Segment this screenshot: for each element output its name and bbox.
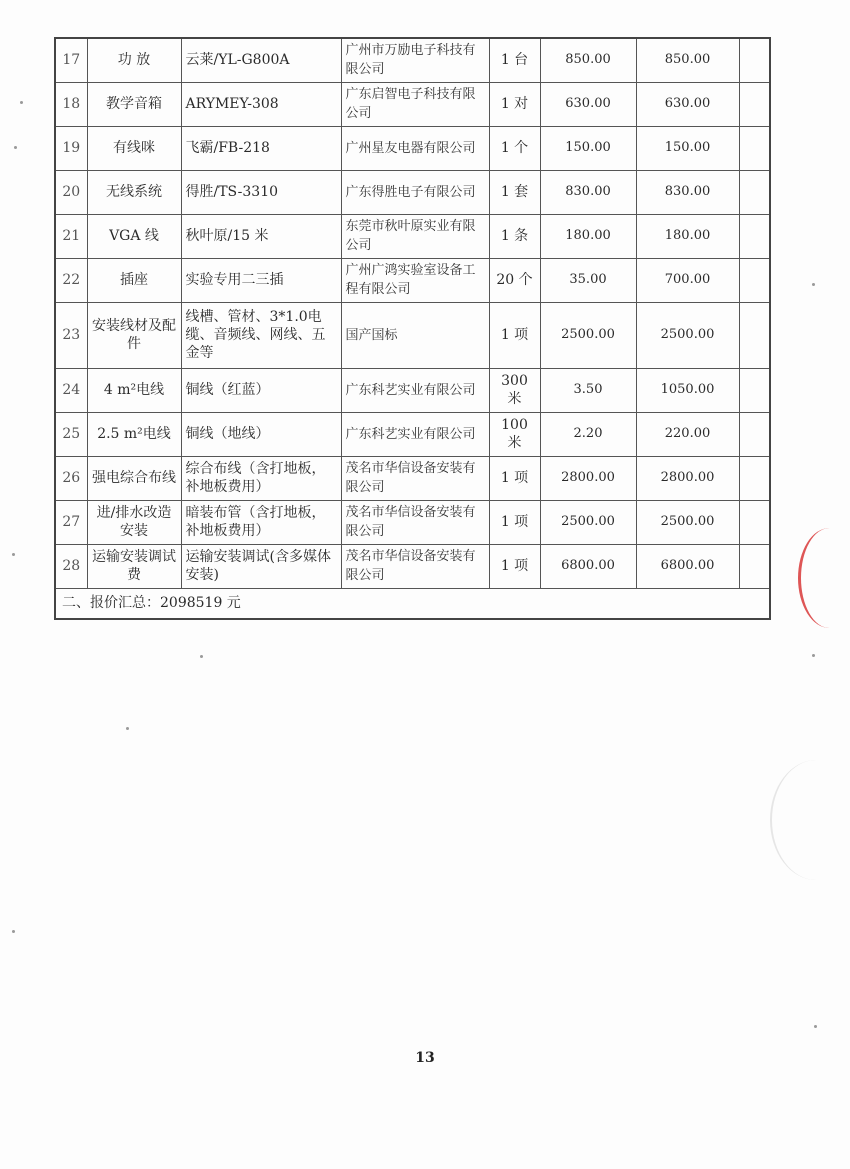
- item-name: 无线系统: [87, 170, 181, 214]
- item-total: 150.00: [636, 126, 739, 170]
- item-total: 830.00: [636, 170, 739, 214]
- item-unit-price: 6800.00: [540, 544, 636, 588]
- table-row: [55, 82, 770, 126]
- item-total: 2500.00: [636, 302, 739, 368]
- item-supplier: 广州星友电器有限公司: [341, 126, 489, 170]
- item-name: 安装线材及配件: [87, 302, 181, 368]
- item-spec: 线槽、管材、3*1.0电缆、音频线、网线、五金等: [181, 302, 341, 368]
- table-row: [55, 170, 770, 214]
- scan-speck: [126, 727, 129, 730]
- item-spec: 飞霸/FB-218: [181, 126, 341, 170]
- row-number: 17: [55, 38, 87, 82]
- item-supplier: 广东得胜电子有限公司: [341, 170, 489, 214]
- item-spec: 得胜/TS-3310: [181, 170, 341, 214]
- item-spec: ARYMEY-308: [181, 82, 341, 126]
- row-number: 26: [55, 456, 87, 500]
- item-quantity: 1 对: [489, 82, 540, 126]
- item-total: 850.00: [636, 38, 739, 82]
- row-number: 20: [55, 170, 87, 214]
- item-note: [739, 170, 770, 214]
- item-supplier: 茂名市华信设备安装有限公司: [341, 500, 489, 544]
- quote-summary: 二、报价汇总：2098519 元: [55, 588, 770, 619]
- scan-speck: [812, 654, 815, 657]
- item-unit-price: 35.00: [540, 258, 636, 302]
- item-supplier: 广州广鸿实验室设备工程有限公司: [341, 258, 489, 302]
- item-unit-price: 850.00: [540, 38, 636, 82]
- item-note: [739, 456, 770, 500]
- item-spec: 运输安装调试(含多媒体安装): [181, 544, 341, 588]
- table-row: [55, 500, 770, 544]
- faint-seal-edge: [770, 760, 850, 880]
- table-row: [55, 368, 770, 412]
- table-row: [55, 456, 770, 500]
- item-supplier: 国产国标: [341, 302, 489, 368]
- item-name: 4 m²电线: [87, 368, 181, 412]
- scan-speck: [814, 1025, 817, 1028]
- item-quantity: 1 项: [489, 500, 540, 544]
- item-note: [739, 500, 770, 544]
- item-unit-price: 180.00: [540, 214, 636, 258]
- item-total: 220.00: [636, 412, 739, 456]
- item-supplier: 广东启智电子科技有限公司: [341, 82, 489, 126]
- item-total: 1050.00: [636, 368, 739, 412]
- table-row: [55, 544, 770, 588]
- row-number: 25: [55, 412, 87, 456]
- item-spec: 暗装布管（含打地板，补地板费用）: [181, 500, 341, 544]
- item-name: 2.5 m²电线: [87, 412, 181, 456]
- item-name: 强电综合布线: [87, 456, 181, 500]
- row-number: 28: [55, 544, 87, 588]
- item-total: 2500.00: [636, 500, 739, 544]
- item-total: 2800.00: [636, 456, 739, 500]
- row-number: 18: [55, 82, 87, 126]
- table-row: [55, 258, 770, 302]
- row-number: 21: [55, 214, 87, 258]
- item-name: 功 放: [87, 38, 181, 82]
- item-quantity: 20 个: [489, 258, 540, 302]
- item-unit-price: 630.00: [540, 82, 636, 126]
- row-number: 23: [55, 302, 87, 368]
- item-note: [739, 302, 770, 368]
- item-quantity: 1 项: [489, 456, 540, 500]
- page-number: 13: [415, 1050, 435, 1066]
- item-name: 有线咪: [87, 126, 181, 170]
- quotation-table: [54, 37, 771, 620]
- row-number: 19: [55, 126, 87, 170]
- item-total: 700.00: [636, 258, 739, 302]
- item-total: 6800.00: [636, 544, 739, 588]
- scan-speck: [14, 146, 17, 149]
- item-quantity: 1 项: [489, 302, 540, 368]
- item-note: [739, 82, 770, 126]
- item-unit-price: 2.20: [540, 412, 636, 456]
- item-supplier: 广东科艺实业有限公司: [341, 412, 489, 456]
- item-spec: 综合布线（含打地板，补地板费用）: [181, 456, 341, 500]
- item-name: 教学音箱: [87, 82, 181, 126]
- item-unit-price: 150.00: [540, 126, 636, 170]
- item-total: 630.00: [636, 82, 739, 126]
- item-supplier: 茂名市华信设备安装有限公司: [341, 456, 489, 500]
- table-row: [55, 412, 770, 456]
- item-quantity: 1 套: [489, 170, 540, 214]
- scan-speck: [12, 553, 15, 556]
- item-quantity: 1 台: [489, 38, 540, 82]
- item-supplier: 东莞市秋叶原实业有限公司: [341, 214, 489, 258]
- item-quantity: 300 米: [489, 368, 540, 412]
- scan-speck: [812, 283, 815, 286]
- item-note: [739, 214, 770, 258]
- row-number: 24: [55, 368, 87, 412]
- item-unit-price: 2500.00: [540, 302, 636, 368]
- summary-row: [55, 588, 770, 619]
- item-name: 运输安装调试费: [87, 544, 181, 588]
- item-spec: 实验专用二三插: [181, 258, 341, 302]
- item-unit-price: 3.50: [540, 368, 636, 412]
- item-quantity: 1 条: [489, 214, 540, 258]
- item-supplier: 广州市万励电子科技有限公司: [341, 38, 489, 82]
- item-supplier: 广东科艺实业有限公司: [341, 368, 489, 412]
- item-note: [739, 258, 770, 302]
- item-note: [739, 368, 770, 412]
- item-note: [739, 38, 770, 82]
- item-note: [739, 544, 770, 588]
- row-number: 22: [55, 258, 87, 302]
- item-unit-price: 2500.00: [540, 500, 636, 544]
- scan-speck: [200, 655, 203, 658]
- scan-speck: [20, 101, 23, 104]
- item-spec: 秋叶原/15 米: [181, 214, 341, 258]
- item-spec: 铜线（红蓝）: [181, 368, 341, 412]
- table-row: [55, 38, 770, 82]
- item-name: 进/排水改造安装: [87, 500, 181, 544]
- item-name: 插座: [87, 258, 181, 302]
- item-name: VGA 线: [87, 214, 181, 258]
- red-seal-edge: [798, 528, 850, 628]
- scan-speck: [12, 930, 15, 933]
- table-row: [55, 302, 770, 368]
- table-row: [55, 214, 770, 258]
- item-spec: 铜线（地线）: [181, 412, 341, 456]
- item-quantity: 1 个: [489, 126, 540, 170]
- item-quantity: 1 项: [489, 544, 540, 588]
- item-supplier: 茂名市华信设备安装有限公司: [341, 544, 489, 588]
- item-note: [739, 412, 770, 456]
- row-number: 27: [55, 500, 87, 544]
- item-total: 180.00: [636, 214, 739, 258]
- item-note: [739, 126, 770, 170]
- item-unit-price: 830.00: [540, 170, 636, 214]
- item-unit-price: 2800.00: [540, 456, 636, 500]
- item-spec: 云莱/YL-G800A: [181, 38, 341, 82]
- table-row: [55, 126, 770, 170]
- item-quantity: 100 米: [489, 412, 540, 456]
